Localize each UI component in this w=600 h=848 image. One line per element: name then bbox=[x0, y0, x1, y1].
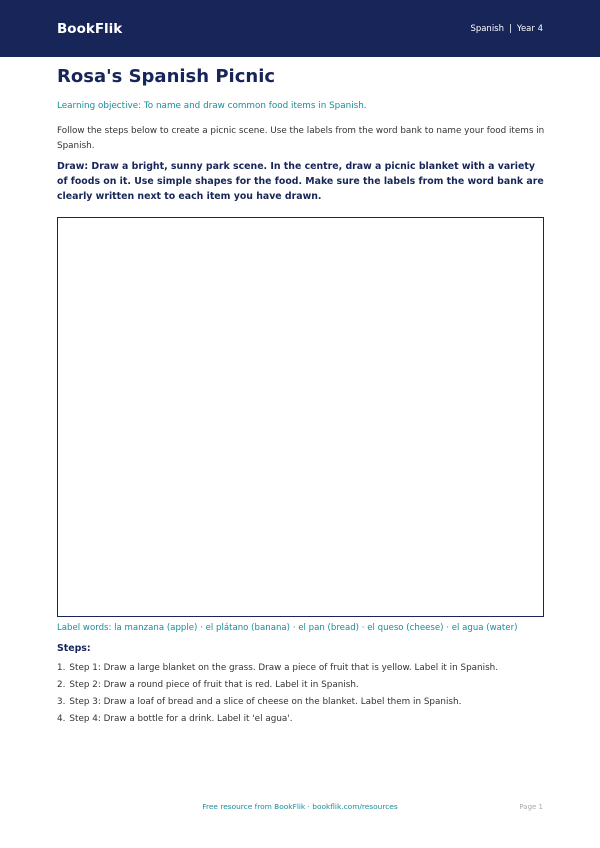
step-number: 4. bbox=[57, 714, 66, 724]
subject-label: Spanish bbox=[470, 23, 505, 34]
steps-list bbox=[57, 661, 498, 729]
step-item bbox=[57, 695, 498, 712]
step-item bbox=[57, 661, 498, 678]
intro-text: Follow the steps below to create a picnic scene. Use the labels from the word bank to name your food items in Spanish. bbox=[57, 126, 545, 151]
steps-heading: Steps: bbox=[57, 643, 91, 654]
step-text: Step 2: Draw a round piece of fruit that is red. Label it in Spanish. bbox=[69, 680, 359, 690]
word-bank: Label words: la manzana (apple) · el plátano (banana) · el pan (bread) · el queso (cheese) · el agua (water) bbox=[57, 623, 518, 633]
page-number: Page 1 bbox=[519, 803, 543, 811]
learning-objective: Learning objective: To name and draw common food items in Spanish. bbox=[57, 101, 367, 111]
page-title: Rosa's Spanish Picnic bbox=[57, 66, 276, 87]
step-number: 1. bbox=[57, 663, 66, 673]
step-number: 2. bbox=[57, 680, 66, 690]
header-meta bbox=[470, 24, 543, 34]
step-item bbox=[57, 712, 498, 729]
year-label: Year 4 bbox=[516, 23, 543, 34]
step-text: Step 3: Draw a loaf of bread and a slice of cheese on the blanket. Label them in Spanish. bbox=[69, 697, 462, 707]
drawing-area[interactable] bbox=[57, 217, 544, 617]
step-text: Step 4: Draw a bottle for a drink. Label it 'el agua'. bbox=[69, 714, 293, 724]
page-header bbox=[0, 0, 600, 57]
step-number: 3. bbox=[57, 697, 66, 707]
step-text: Step 1: Draw a large blanket on the grass. Draw a piece of fruit that is yellow. Label it in Spanish. bbox=[69, 663, 499, 673]
brand-logo: BookFlik bbox=[57, 20, 123, 37]
header-separator: | bbox=[509, 23, 512, 34]
draw-instruction: Draw: Draw a bright, sunny park scene. In the centre, draw a picnic blanket with a variety of foods on it. Use simple shapes for the food. Make sure the labels from the word bank are clearly written next to each item you have drawn. bbox=[57, 161, 544, 202]
step-item bbox=[57, 678, 498, 695]
footer-link[interactable]: Free resource from BookFlik · bookflik.com/resources bbox=[202, 802, 398, 811]
